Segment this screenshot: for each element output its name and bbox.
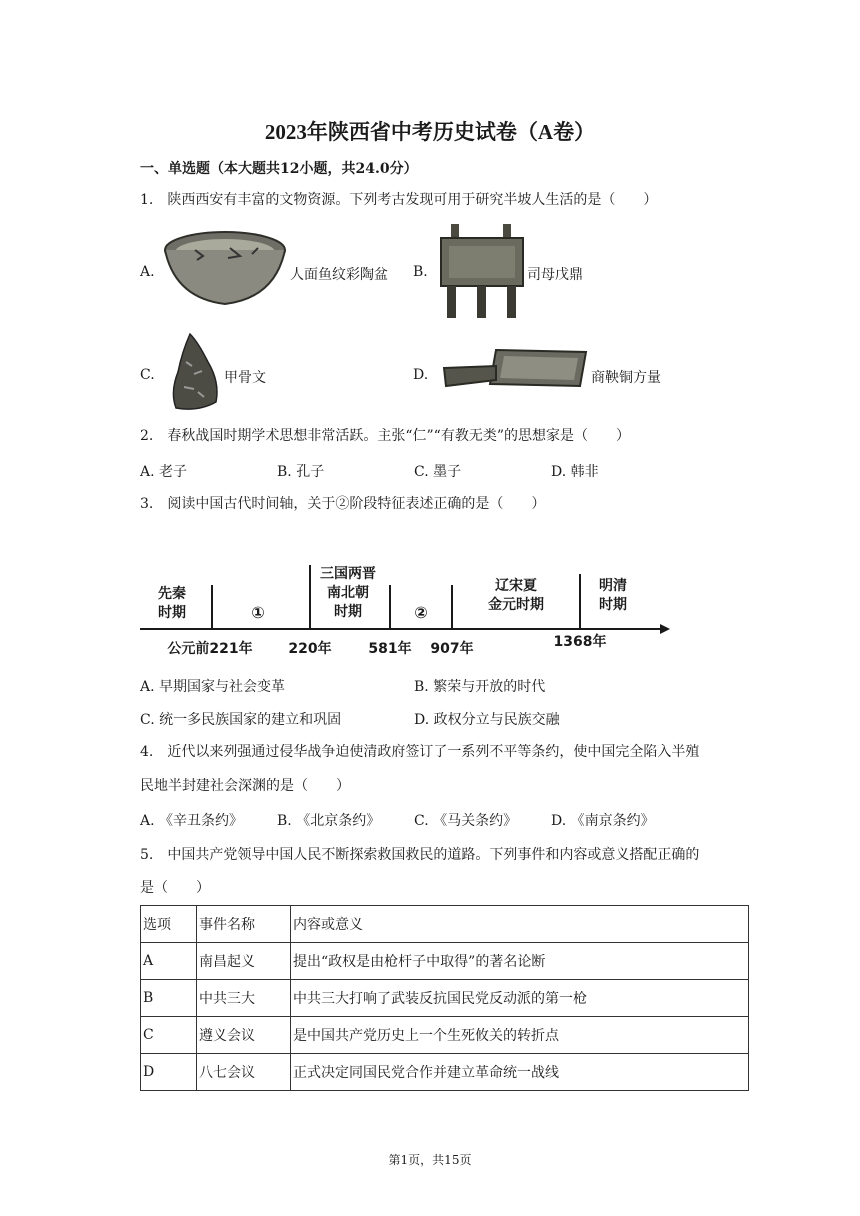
- q2-option-c: C. 墨子: [414, 464, 462, 480]
- q3-option-b: B. 繁荣与开放的时代: [414, 679, 546, 695]
- painted-pottery-basin-image: [160, 228, 290, 310]
- q4-option-a: A. 《辛丑条约》: [140, 813, 244, 829]
- timeline-period-pre-qin: 先秦时期: [158, 586, 186, 621]
- q2-option-d: D. 韩非: [551, 464, 599, 480]
- table-row: [141, 1017, 749, 1054]
- q1-option-c-caption: 甲骨文: [224, 370, 266, 386]
- q1-option-d-caption: 商鞅铜方量: [591, 370, 661, 386]
- q3-option-a: A. 早期国家与社会变革: [140, 679, 286, 695]
- timeline-year-label: 公元前221年: [167, 641, 253, 657]
- table-header-row: [141, 906, 749, 943]
- q4-option-b: B. 《北京条约》: [277, 813, 381, 829]
- question-2-stem: 2. 春秋战国时期学术思想非常活跃。主张“仁”“有教无类”的思想家是（ ）: [140, 428, 630, 444]
- timeline-year-label: 1368年: [553, 634, 607, 650]
- q3-option-c: C. 统一多民族国家的建立和巩固: [140, 712, 342, 728]
- timeline-year-label: 907年: [430, 641, 474, 657]
- q4-option-c: C. 《马关条约》: [414, 813, 518, 829]
- q2-option-a: A. 老子: [140, 464, 188, 480]
- q1-option-a-letter: A.: [140, 264, 155, 280]
- table-cell: A: [141, 943, 197, 980]
- table-cell: B: [141, 980, 197, 1017]
- q1-option-c-letter: C.: [140, 367, 155, 383]
- question-5-stem-line1: 5. 中国共产党领导中国人民不断探索救国救民的道路。下列事件和内容或意义搭配正确的: [140, 847, 700, 863]
- shang-yang-bronze-measure-image: [440, 346, 590, 396]
- q1-option-b-letter: B.: [413, 264, 428, 280]
- table-header-cell: 内容或意义: [291, 906, 749, 943]
- table-header-cell: 选项: [141, 906, 197, 943]
- question-1-stem: 1. 陕西西安有丰富的文物资源。下列考古发现可用于研究半坡人生活的是（ ）: [140, 192, 658, 208]
- timeline-period-liao-song-xia-jin-yuan: 辽宋夏金元时期: [488, 578, 544, 613]
- question-4-stem-line2: 民地半封建社会深渊的是（ ）: [140, 778, 350, 794]
- oracle-bone-image: [168, 332, 222, 412]
- timeline-period-three-kingdoms: 三国两晋南北朝时期: [320, 566, 376, 620]
- table-row: [141, 943, 749, 980]
- simuwu-ding-image: [437, 222, 527, 322]
- q1-option-b-caption: 司母戊鼎: [527, 267, 583, 283]
- table-cell: 提出“政权是由枪杆子中取得”的著名论断: [291, 943, 749, 980]
- page-footer: 第1页，共15页: [388, 1153, 472, 1167]
- table-cell: 是中国共产党历史上一个生死攸关的转折点: [291, 1017, 749, 1054]
- page-title: 2023年陕西省中考历史试卷（A卷）: [264, 120, 596, 144]
- question-5-stem-line2: 是（ ）: [140, 880, 210, 896]
- q4-option-d: D. 《南京条约》: [551, 813, 655, 829]
- ancient-china-timeline: [140, 560, 675, 660]
- section-heading: 一、单选题（本大题共12小题，共24.0分）: [140, 161, 418, 177]
- table-cell: 南昌起义: [197, 943, 291, 980]
- timeline-period-1: ①: [251, 603, 265, 622]
- question-4-stem-line1: 4. 近代以来列强通过侵华战争迫使清政府签订了一系列不平等条约，使中国完全陷入半殖: [140, 744, 700, 760]
- table-cell: D: [141, 1054, 197, 1091]
- table-cell: 正式决定同国民党合作并建立革命统一战线: [291, 1054, 749, 1091]
- q5-options-table: [140, 905, 749, 1091]
- q1-option-d-letter: D.: [413, 367, 429, 383]
- q3-option-d: D. 政权分立与民族交融: [414, 712, 560, 728]
- table-cell: 中共三大: [197, 980, 291, 1017]
- table-cell: 遵义会议: [197, 1017, 291, 1054]
- timeline-period-ming-qing: 明清时期: [599, 578, 627, 613]
- timeline-year-label: 220年: [288, 641, 332, 657]
- timeline-year-label: 581年: [368, 641, 412, 657]
- table-row: [141, 1054, 749, 1091]
- table-cell: 中共三大打响了武装反抗国民党反动派的第一枪: [291, 980, 749, 1017]
- q2-option-b: B. 孔子: [277, 464, 325, 480]
- table-cell: 八七会议: [197, 1054, 291, 1091]
- table-cell: C: [141, 1017, 197, 1054]
- table-header-cell: 事件名称: [197, 906, 291, 943]
- timeline-period-2: ②: [414, 603, 428, 622]
- q1-option-a-caption: 人面鱼纹彩陶盆: [290, 267, 388, 283]
- question-3-stem: 3. 阅读中国古代时间轴，关于②阶段特征表述正确的是（ ）: [140, 496, 546, 512]
- table-row: [141, 980, 749, 1017]
